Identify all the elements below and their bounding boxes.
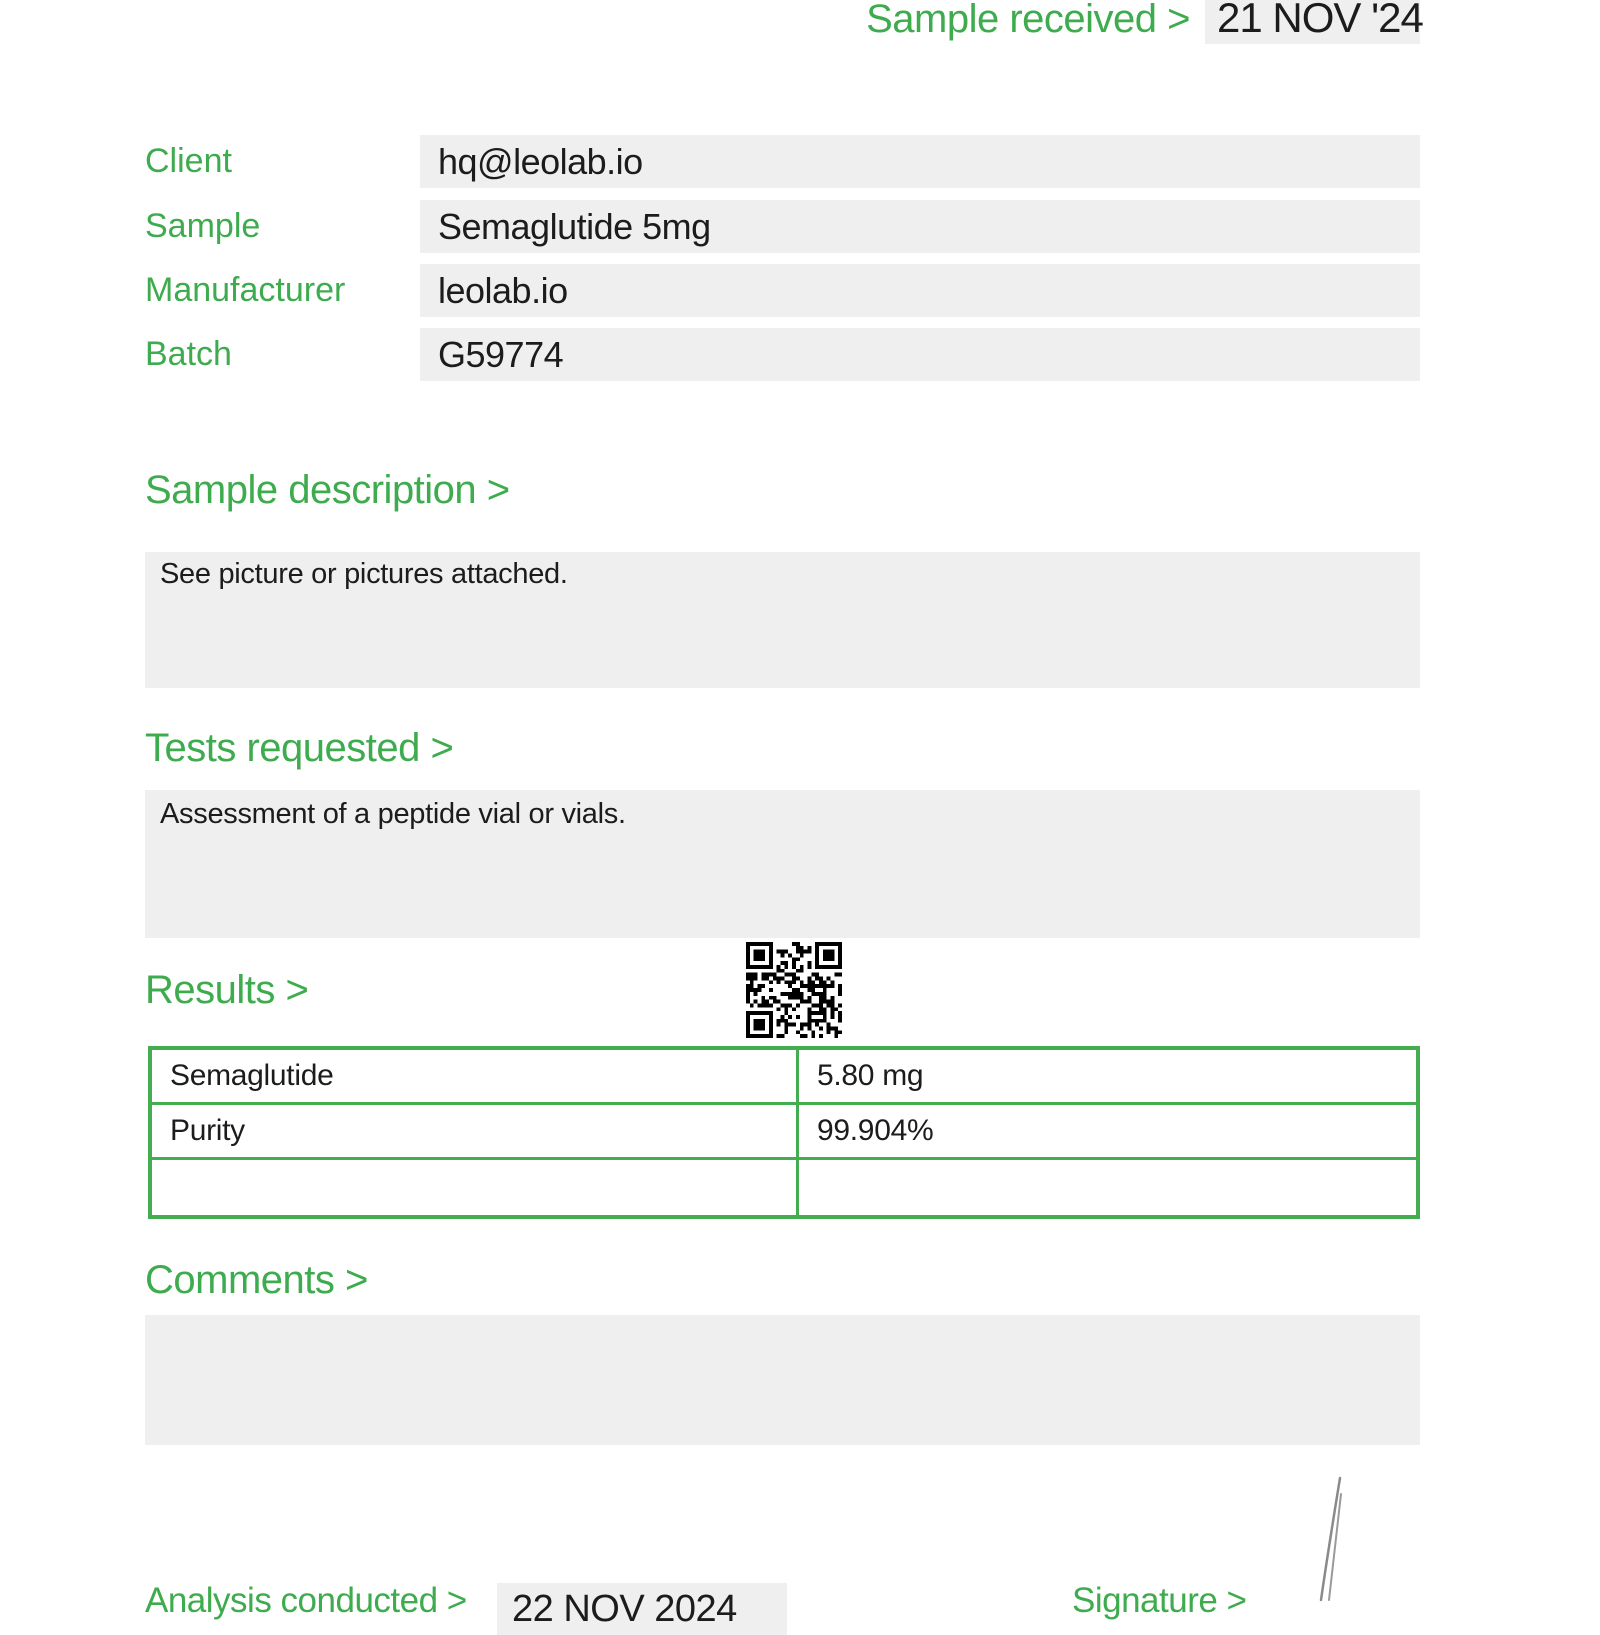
- info-row-client: [420, 135, 1420, 188]
- info-label-batch: Batch: [145, 335, 232, 373]
- tests-requested-heading: Tests requested >: [145, 726, 454, 770]
- info-row-sample: [420, 200, 1420, 253]
- qr-code: [746, 942, 842, 1038]
- result-analyte-cell: Purity: [152, 1105, 799, 1160]
- results-heading: Results >: [145, 968, 309, 1012]
- result-value-cell: 5.80 mg: [799, 1050, 1416, 1105]
- sample-received-box: [1205, 0, 1423, 44]
- info-row-batch: [420, 328, 1420, 381]
- analysis-date: 22 NOV 2024: [512, 1588, 737, 1630]
- comments-box: [145, 1315, 1420, 1445]
- result-analyte-cell: Semaglutide: [152, 1050, 799, 1105]
- info-label-manufacturer: Manufacturer: [145, 271, 346, 309]
- info-value-sample: Semaglutide 5mg: [438, 205, 711, 247]
- info-label-sample: Sample: [145, 207, 261, 245]
- result-analyte-cell: [152, 1160, 799, 1215]
- sample-received-label: Sample received >: [866, 0, 1190, 41]
- info-value-client: hq@leolab.io: [438, 140, 643, 182]
- sample-description-heading: Sample description >: [145, 468, 510, 512]
- results-table: [148, 1046, 1420, 1219]
- signature-label: Signature >: [1072, 1581, 1247, 1620]
- result-value-cell: 99.904%: [799, 1105, 1416, 1160]
- info-label-client: Client: [145, 142, 232, 180]
- info-row-manufacturer: [420, 264, 1420, 317]
- sample-received-date: 21 NOV '24: [1217, 0, 1423, 41]
- sample-description-text: See picture or pictures attached.: [160, 558, 568, 590]
- comments-heading: Comments >: [145, 1258, 368, 1302]
- analysis-conducted-label: Analysis conducted >: [145, 1581, 467, 1620]
- result-value-cell: [799, 1160, 1416, 1215]
- info-value-batch: G59774: [438, 333, 564, 375]
- tests-requested-text: Assessment of a peptide vial or vials.: [160, 798, 626, 830]
- info-value-manufacturer: leolab.io: [438, 269, 568, 311]
